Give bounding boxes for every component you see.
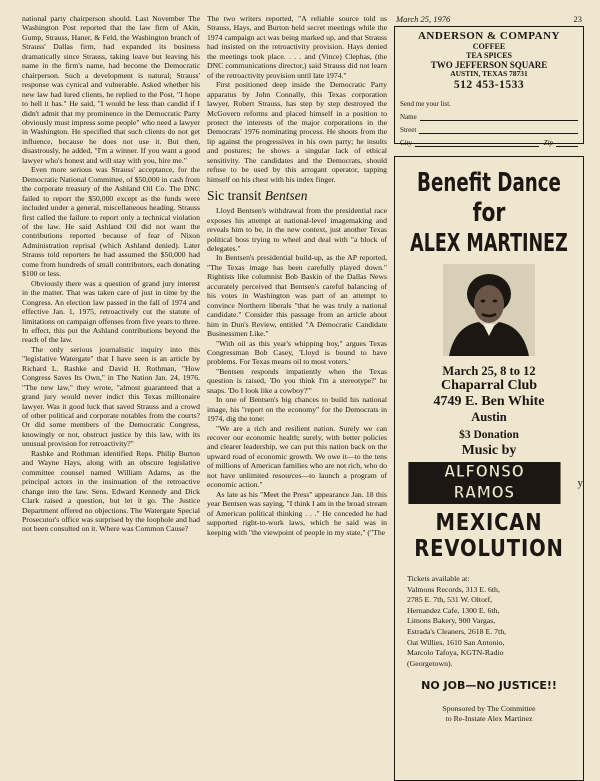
paragraph: The only serious journalistic inquiry into this "legislative Watergate" that I have seen is an article by Richard L. Rashke and David H. Rothman, "How Congress Saves Its Own," in The Nation Jan. 24, 1976. "The new law," they wrote, "almost guaranteed that a grand jury would never indict this Texas millionaire lawyer. Was it good luck that saved Strauss and a crowd of other political and corporate notables from the courts? Or did some members of the Democratic Congress, knowingly or not, obstruct justice by this law, with its unusual provision for retroactivity?": [22, 344, 200, 449]
paragraph: "With oil as this year's whipping boy," argues Texas Congressman Bob Casey, 'Lloyd is bound to have problems. For Texas means oil to most voters.': [207, 338, 387, 367]
city-field: [415, 139, 539, 147]
ad-phone: 512 453-1533: [453, 78, 525, 91]
paragraph: As late as his "Meet the Press" appearance Jan. 18 this year Bentsen was saying, "I think I am in the broad stream of American political thinking . . ." He conceded he had supported right-to-work laws, which he said was in keeping with "the viewpoint of people in my state," ("The: [207, 489, 387, 537]
paragraph: "We are a rich and resilient nation. Surely we can recover our economic health; surely, with better policies and clearer leadership, we can put this nation back on the upward road of economic growth. We owe it—to the tens of millions of American families who are not rich, who do not have unlimited resources—to launch a program of economic action.": [207, 423, 387, 490]
name-field: [420, 113, 578, 121]
article-column-2: [207, 14, 387, 537]
paragraph: Obviously there was a question of grand jury interest in the matter. That was taken care of just in time by the Congress. An election law passed in the fall of 1974 and effective Jan. 1, 1975, retroactively cut the statute of limitations on campaign offenses from five years to three. In effect, this put the Ashland contributions beyond the reach of the law.: [22, 278, 200, 345]
street-label: Street: [400, 125, 417, 134]
event-donation: $3 Donation: [459, 429, 519, 441]
ticket-line: Hernandez Cafe, 1300 E. 6th,: [407, 605, 500, 615]
section-heading: [207, 188, 387, 203]
ad-headline: Benefit Dance: [417, 168, 561, 198]
ticket-line: Marcolo Tafoya, KGTN-Radio: [407, 648, 504, 658]
ticket-line: Valmons Records, 313 E. 6th,: [407, 584, 500, 594]
paragraph: "Bentsen responds impatiently when the Texas question is raised, 'Do you think I'm a stereotype?' he snaps. 'Do I look like a cowboy?'": [207, 366, 387, 395]
issue-date: March 25, 1976: [396, 14, 451, 24]
band-row: [395, 462, 583, 504]
ad-product-line: TEA SPICES: [465, 51, 513, 60]
event-venue: Chaparral Club: [440, 378, 538, 393]
band-name-1: ALFONSO RAMOS: [408, 462, 560, 504]
event-city: Austin: [471, 410, 507, 424]
band-name-2-line1: MEXICAN: [435, 510, 543, 536]
ad-company-name: ANDERSON & COMPANY: [417, 30, 560, 42]
section-heading-italic: Bentsen: [264, 188, 308, 204]
music-by: Music by: [461, 443, 517, 458]
event-datetime: March 25, 8 to 12: [442, 364, 536, 378]
ticket-outlets: [395, 574, 583, 669]
paragraph: In Bentsen's presidential build-up, as the AP reported, "The Texas image has been carefully played down." Rightists like columnist Bob Baskin of the Dallas News accurately perceived that Bentsen's careful balancing of his votes in Washington was part of an attempt to convince Northern liberals "that he was truly a national candidate." Consider this passage from an article about him in Dun's Review, entitled "A Democratic Candidate Businessmen Like.": [207, 253, 387, 339]
event-address: 4749 E. Ben White: [433, 394, 545, 409]
portrait-illustration: [443, 264, 535, 356]
ad-honoree: ALEX MARTINEZ: [410, 228, 568, 257]
name-label: Name: [400, 112, 417, 121]
zip-label: Zip: [543, 138, 553, 147]
band-conjunction: y: [577, 477, 583, 489]
paragraph: national party chairperson should. Last November The Washington Post reported that the law firm of Akin, Gump, Strauss, Haner, & Feld, the Washington branch of Strauss' Dallas firm, had expanded its business dramatically since Strauss, taking leave but leaving his name in the firm's name, had become the Democratic chairperson. Such a development is natural; Strauss' response was cynical and vulnerable. Asked whether his new law had lured clients, he replied to the Post, "I hope to hell it has." He said, "I would be less than candid if I didn't admit that my prominence in the Democratic Party obviously must impress some people" who need a lawyer in Washington. He specified that such clients do not get influence, because he does not use it. But then, disastrously, he added, "I'm a winner. If you want a good lawyer who's honest and will stay with you, hire me.": [22, 14, 200, 165]
paragraph: Lloyd Bentsen's withdrawal from the presidential race exposes his attempt at national-level imagemaking and reveals him to be, in the new context, just another Texas political boss trying to wheel and deal with "a block of delegates.": [207, 206, 387, 253]
section-heading-plain: Sic transit: [207, 188, 265, 204]
anderson-company-ad: [394, 26, 584, 147]
ad-city: AUSTIN, TEXAS 78731: [450, 69, 528, 78]
form-prompt: Send me your list.: [400, 99, 451, 108]
benefit-dance-ad: [394, 156, 584, 781]
page-number: 23: [573, 14, 582, 24]
sponsor-line: to Re-Instate Alex Martinez: [445, 713, 533, 723]
zip-field: [556, 139, 578, 147]
ad-product-line: COFFEE: [472, 42, 506, 51]
ad-slogan: NO JOB—NO JUSTICE!!: [421, 679, 557, 693]
paragraph: Even more serious was Strauss' acceptance, for the Democratic National Committee, of $50,000 in cash from the corporate treasury of the Ashland Oil Co. The DNC failed to report the $50,000 except as the funds were included under a general, miscellaneous heading. Strauss first called the failure to report only a technical violation of the law. He said Ashland Oil did not want the contributions reported because of fear of Nixon Administration reprisal (which Ashland denied). Later Strauss told reporters he had assumed the $50,000 had come from hundreds of small contributors, each donating $100 or less.: [22, 165, 200, 279]
paragraph: The two writers reported, "A reliable source told us Strauss, Hays, and Burton held secret meetings while the 1974 campaign act was being marked up, and that Strauss had insisted on the retroactivity provision. Hays denied the meetings took place. . . . and (Vince) Clephas, (the DNC communications director,) said Strauss did not learn of the retroactivity provision until late 1974.": [207, 14, 387, 80]
ticket-line: Estrada's Cleaners, 2618 E. 7th,: [407, 626, 507, 636]
portrait-photo: [443, 264, 535, 356]
ad-for: for: [472, 198, 506, 228]
right-column: [394, 14, 584, 723]
paragraph: In one of Bentsen's big chances to build his national image, his "report on the economy" for the Democrats in 1974, dig the tone:: [207, 395, 387, 424]
ad-address: TWO JEFFERSON SQUARE: [430, 60, 548, 70]
ad-sponsor: [395, 704, 583, 723]
page-header: [394, 14, 584, 26]
ticket-line: Tickets available at:: [407, 574, 470, 583]
ticket-line: Limons Bakery, 900 Vargas,: [407, 616, 496, 626]
paragraph: Rashke and Rothman identified Reps. Philip Burton and Wayne Hays, along with an obscure legislative committee counsel named William Adams, as the principal actors in the insinuation of the retroactive change into the law. Sens. Edward Kennedy and Dick Clark raised a question, but let it go. The Justice Department offered no objections. The Watergate Special Prosecutor's office was surprised by the loophole and had not been consulted on it. Where was Common Cause?: [22, 448, 200, 534]
city-label: City: [400, 138, 413, 147]
sponsor-line: Sponsored by The Committee: [442, 704, 536, 714]
band-name-2-line2: REVOLUTION: [414, 536, 564, 562]
ticket-line: (Georgetown).: [407, 658, 453, 668]
ticket-line: Oat Willies, 1610 San Antonio,: [407, 637, 505, 647]
street-field: [419, 126, 578, 134]
paragraph: First positioned deep inside the Democratic Party apparatus by John Connally, this Texas corporation lawyer, Robert Strauss, has step by step destroyed the McGovern reforms and placed himself in a position to protect the interests of the major corporations in the Democrats' 1976 nominating process. He shoots from the lip against the progressives in his own party; he insults and postures; he shows a singular lack of ethical sensitivity. The candidates and the Democrats, should refuse to be used by this arrogant operator, tapping himself on his chest with his index finger.: [207, 80, 387, 184]
article-column-1: [22, 14, 200, 534]
ticket-line: 2785 E. 7th, 531 W. Oltorf,: [407, 595, 493, 605]
mail-in-form: [400, 95, 578, 147]
